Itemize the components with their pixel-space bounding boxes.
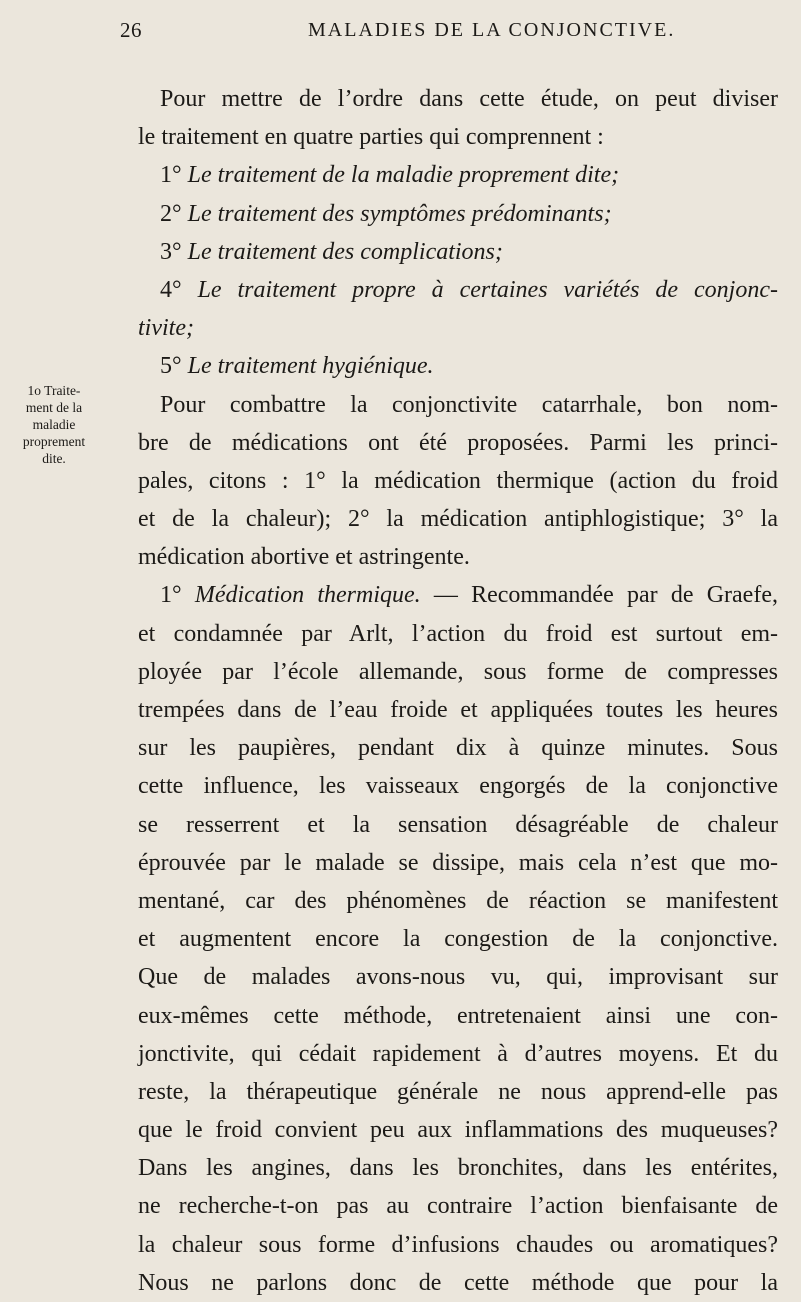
text-line	[138, 1187, 778, 1225]
text-line	[138, 118, 778, 156]
text-line	[138, 806, 778, 844]
text-line	[138, 691, 778, 729]
text-line	[138, 500, 778, 538]
text-line	[138, 997, 778, 1035]
margin-note	[6, 382, 102, 467]
text-line	[138, 653, 778, 691]
text-line	[138, 767, 778, 805]
text-run: médication abortive et astringente.	[138, 544, 470, 571]
text-run: jonctivite, qui cédait rapidement à d’autres moyens. Et du	[138, 1040, 778, 1067]
text-line	[138, 386, 778, 424]
text-run: eux-mêmes cette méthode, entretenaient ainsi une con-	[138, 1002, 778, 1029]
text-run: et de la chaleur); 2° la médication antiphlogistique; 3° la	[138, 506, 778, 533]
text-line	[138, 844, 778, 882]
margin-note-line: 1o Traite-	[27, 383, 81, 398]
text-line	[138, 233, 778, 271]
text-line	[138, 958, 778, 996]
italic-run: Le traitement des complications;	[187, 238, 503, 265]
text-line	[138, 1073, 778, 1111]
text-line	[138, 195, 778, 233]
text-line	[138, 882, 778, 920]
text-run: la chaleur sous forme d’infusions chaudes ou aromatiques?	[138, 1231, 778, 1258]
text-run: Pour mettre de l’ordre dans cette étude, on peut diviser	[160, 86, 778, 112]
body-text	[138, 80, 778, 1302]
text-line	[138, 729, 778, 767]
text-run: trempées dans de l’eau froide et appliquées toutes les heures	[138, 697, 778, 723]
page-header	[0, 14, 801, 50]
text-line	[138, 271, 778, 309]
text-run: 1°	[160, 582, 195, 609]
text-line	[138, 615, 778, 653]
text-run: 3°	[160, 238, 188, 265]
text-line	[138, 347, 778, 385]
margin-note-line: dite.	[42, 451, 66, 466]
text-run: que le froid convient peu aux inflammations des muqueuses?	[138, 1117, 778, 1144]
text-run: reste, la thérapeutique générale ne nous apprend-elle pas	[138, 1078, 778, 1105]
text-run: Nous ne parlons donc de cette méthode que pour la	[138, 1269, 778, 1296]
text-line	[138, 576, 778, 614]
text-line	[138, 1226, 778, 1264]
text-run: pales, citons : 1° la médication thermique (action du froid	[138, 467, 778, 494]
text-line	[138, 1149, 778, 1187]
page-number: 26	[120, 18, 142, 42]
text-run: se resserrent et la sensation désagréable de chaleur	[138, 811, 778, 838]
text-line	[138, 424, 778, 462]
text-run: Pour combattre la conjonctivite catarrhale, bon nom-	[160, 391, 778, 418]
text-run: — Recommandée par de Graefe,	[420, 582, 778, 609]
text-line	[138, 80, 778, 118]
text-run: mentané, car des phénomènes de réaction se manifestent	[138, 887, 778, 914]
text-line	[138, 920, 778, 958]
text-run: ne recherche-t-on pas au contraire l’action bienfaisante de	[138, 1193, 778, 1220]
text-line	[138, 1264, 778, 1302]
text-run: 5°	[160, 353, 188, 380]
text-line	[138, 1111, 778, 1149]
text-line	[138, 156, 778, 194]
italic-run: Le traitement de la maladie proprement dite;	[187, 162, 620, 189]
text-run: éprouvée par le malade se dissipe, mais cela n’est que mo-	[138, 849, 778, 876]
text-run: cette influence, les vaisseaux engorgés de la conjonctive	[138, 773, 778, 800]
text-line	[138, 462, 778, 500]
text-run: et condamnée par Arlt, l’action du froid est surtout em-	[138, 620, 778, 647]
text-run: sur les paupières, pendant dix à quinze minutes. Sous	[138, 735, 778, 762]
text-run: et augmentent encore la congestion de la conjonctive.	[138, 926, 778, 953]
margin-note-line: maladie	[32, 417, 76, 432]
text-run: le traitement en quatre parties qui comprennent :	[138, 124, 604, 151]
text-run: bre de médications ont été proposées. Parmi les princi-	[138, 429, 778, 456]
text-run: 4°	[160, 276, 198, 303]
text-line	[138, 538, 778, 576]
margin-note-line: ment de la	[25, 400, 83, 415]
text-line	[138, 1035, 778, 1073]
running-title: MALADIES DE LA CONJONCTIVE.	[308, 19, 676, 41]
margin-note-line: proprement	[22, 434, 86, 449]
italic-run: tivite;	[138, 315, 194, 342]
text-run: 1°	[160, 162, 188, 189]
italic-run: Médication thermique.	[194, 582, 421, 609]
italic-run: Le traitement des symptômes prédominants;	[187, 200, 612, 227]
text-run: Dans les angines, dans les bronchites, dans les entérites,	[138, 1155, 778, 1182]
italic-run: Le traitement hygiénique.	[187, 353, 434, 380]
text-run: ployée par l’école allemande, sous forme de compresses	[138, 658, 778, 685]
text-run: 2°	[160, 200, 188, 227]
italic-run: Le traitement propre à certaines variétés de conjonc-	[197, 276, 778, 303]
text-line	[138, 309, 778, 347]
text-run: Que de malades avons-nous vu, qui, improvisant sur	[138, 964, 778, 991]
